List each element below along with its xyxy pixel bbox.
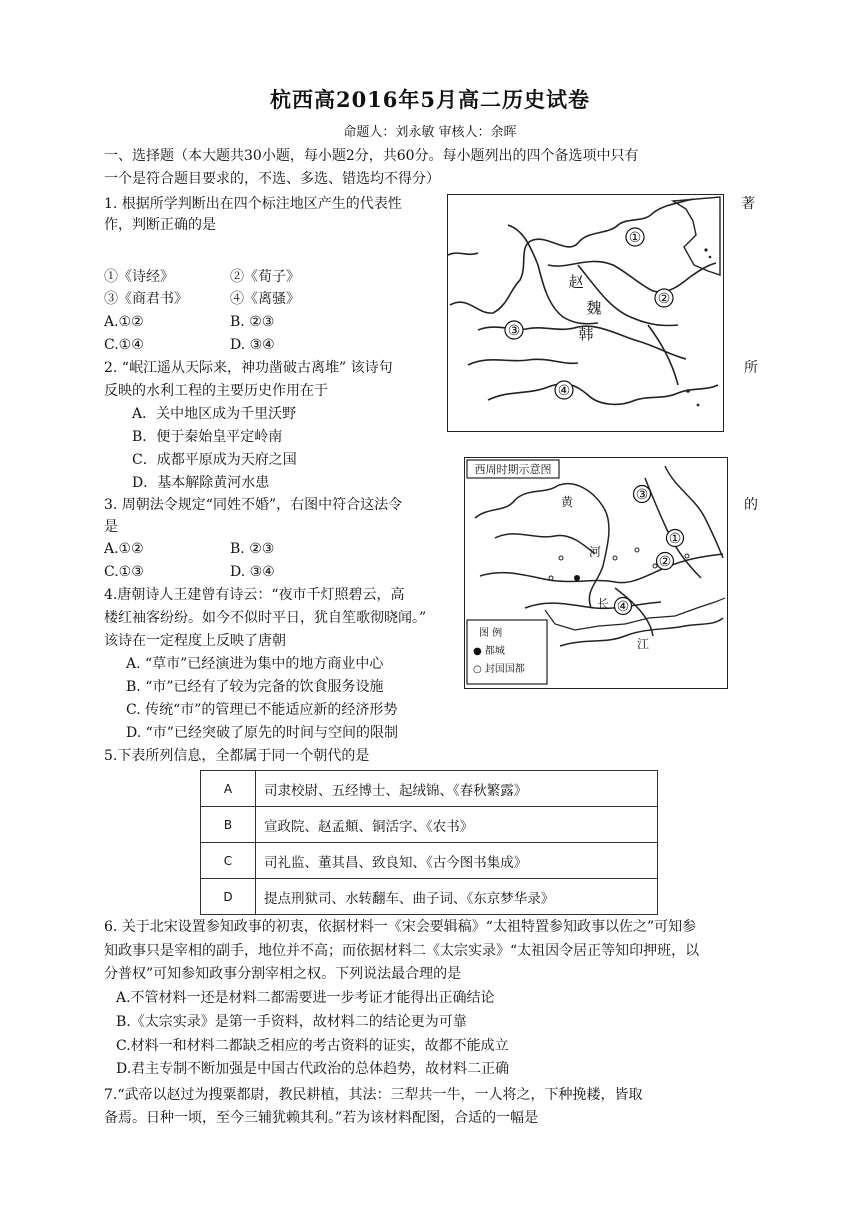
map2-marker-2: ② <box>658 554 672 570</box>
map1-marker-1: ① <box>628 230 642 246</box>
q2-stem-tail: 所 <box>744 360 758 376</box>
map2-marker-1: ① <box>668 531 682 547</box>
q3-choice-c: C.①③ <box>104 564 144 580</box>
q5-row-key: B <box>201 807 256 843</box>
map2-label-huang: 黄 <box>560 495 574 509</box>
q1-option-4: ④《离骚》 <box>230 291 300 307</box>
q1-stem-b: 作，判断正确的是 <box>104 217 216 233</box>
map2-legend-fief: ○ 封国国都 <box>473 664 525 675</box>
q1-option-1: ①《诗经》 <box>104 269 174 285</box>
q1-choice-d: D. ③④ <box>230 337 275 353</box>
q6-choice-a: A.不管材料一还是材料二都需要进一步考证才能得出正确结论 <box>116 990 495 1006</box>
q2-choice-b: B．便于秦始皇平定岭南 <box>132 429 283 445</box>
q3-stem-a: 3. 周朝法令规定“同姓不婚”，右图中符合这法令 <box>104 497 403 513</box>
section-intro-line1: 一、选择题（本大题共30小题，每小题2分，共60分。每小题列出的四个备选项中只有 <box>104 148 639 164</box>
q5-row-key: A <box>201 771 256 807</box>
q1-option-2: ②《荀子》 <box>230 269 300 285</box>
exam-authors: 命题人：刘永敏 审核人：余晖 <box>343 125 517 140</box>
q1-choice-b: B. ②③ <box>230 314 275 330</box>
map2-legend-title: 图 例 <box>479 628 503 639</box>
q4-stem-c: 该诗在一定程度上反映了唐朝 <box>104 633 286 649</box>
map2-legend-capital: ● 都城 <box>473 646 505 657</box>
western-zhou-map-drawing <box>465 458 727 688</box>
map1-label-zhao: 赵 <box>568 273 584 291</box>
map2-marker-3: ③ <box>635 487 649 503</box>
q3-stem-b: 是 <box>104 519 118 535</box>
map2-marker-4: ④ <box>616 599 630 615</box>
q6-choice-d: D.君主专制不断加强是中国古代政治的总体趋势，故材料二正确 <box>116 1061 510 1077</box>
q1-choice-c: C.①④ <box>104 337 144 353</box>
section-intro-line2: 一个是符合题目要求的，不选、多选、错选均不得分） <box>104 171 440 187</box>
q3-choice-b: B. ②③ <box>230 541 275 557</box>
map2-title: 西周时期示意图 <box>474 463 552 476</box>
q2-stem-a: 2. “岷江遥从天际来，神功凿破古离堆” 该诗句 <box>104 360 393 376</box>
q7-line1: 7.“武帝以赵过为搜粟都尉，教民耕植，其法：三犁共一牛，一人将之，下种挽耧，皆取 <box>104 1087 643 1103</box>
q5-row-key: C <box>201 843 256 879</box>
q1-option-3: ③《商君书》 <box>104 291 188 307</box>
q5-stem: 5.下表所列信息，全都属于同一个朝代的是 <box>104 748 370 764</box>
exam-title: 杭西高2016年5月高二历史试卷 <box>269 87 591 112</box>
q2-stem-b: 反映的水利工程的主要历史作用在于 <box>104 383 328 399</box>
q3-stem-tail: 的 <box>744 497 758 513</box>
map2-label-jiang: 江 <box>636 637 650 651</box>
q6-line1: 6. 关于北宋设置参知政事的初衷，依据材料一《宋会要辑稿》“太祖特置参知政事以佐之”可知参 <box>104 919 697 935</box>
q4-choice-b: B. “市”已经有了较为完备的饮食服务设施 <box>126 679 384 695</box>
q3-choice-a: A.①② <box>104 541 144 557</box>
warring-states-map-drawing <box>448 195 723 431</box>
q3-choice-d: D. ③④ <box>230 564 275 580</box>
q2-choice-d: D．基本解除黄河水患 <box>132 475 270 491</box>
q7-line2: 备焉。日种一顷，至今三辅犹赖其利。”若为该材料配图，合适的一幅是 <box>104 1110 539 1126</box>
q5-row-text: 司礼监、董其昌、致良知、《古今图书集成》 <box>256 843 658 879</box>
map1-marker-3: ③ <box>507 323 521 339</box>
q2-choice-c: C．成都平原成为天府之国 <box>132 452 297 468</box>
q4-choice-d: D. “市”已经突破了原先的时间与空间的限制 <box>126 725 398 741</box>
q1-choice-a: A.①② <box>104 314 144 330</box>
q6-line2: 知政事只是宰相的副手，地位并不高；而依据材料二《太宗实录》“太祖因令居正等知印押班，以 <box>104 943 700 959</box>
q6-choice-c: C.材料一和材料二都缺乏相应的考古资料的证实，故都不能成立 <box>116 1038 509 1054</box>
q5-table <box>200 770 658 915</box>
map2-label-chang: 长 <box>596 597 610 611</box>
q5-row-key: D <box>201 879 256 915</box>
q1-stem-a: 1. 根据所学判断出在四个标注地区产生的代表性 <box>104 196 402 212</box>
q2-choice-a: A．关中地区成为千里沃野 <box>132 406 297 422</box>
table-row <box>201 879 658 915</box>
map1-label-han: 韩 <box>578 325 594 343</box>
map1-marker-4: ④ <box>557 383 571 399</box>
q6-line3: 分普权”可知参知政事分割宰相之权。下列说法最合理的是 <box>104 966 462 982</box>
warring-states-map <box>447 194 724 432</box>
q4-stem-b: 楼红袖客纷纷。如今不似时平日，犹自笙歌彻晓闻。” <box>104 610 427 626</box>
q1-stem-tail: 著 <box>741 196 755 212</box>
q4-choice-a: A. “草市”已经演进为集中的地方商业中心 <box>126 656 384 672</box>
map1-marker-2: ② <box>657 291 671 307</box>
q4-choice-c: C. 传统“市”的管理已不能适应新的经济形势 <box>126 702 398 718</box>
table-row <box>201 771 658 807</box>
q5-row-text: 提点刑狱司、水转翻车、曲子词、《东京梦华录》 <box>256 879 658 915</box>
western-zhou-map <box>464 457 728 689</box>
q4-stem-a: 4.唐朝诗人王建曾有诗云：“夜市千灯照碧云，高 <box>104 587 405 603</box>
map2-label-he: 河 <box>588 545 602 559</box>
table-row <box>201 807 658 843</box>
q5-row-text: 宣政院、赵孟頫、铜活字、《农书》 <box>256 807 658 843</box>
table-row <box>201 843 658 879</box>
map1-label-wei: 魏 <box>586 299 602 317</box>
q6-choice-b: B.《太宗实录》是第一手资料，故材料二的结论更为可靠 <box>116 1014 467 1030</box>
q5-row-text: 司隶校尉、五经博士、起绒锦、《春秋繁露》 <box>256 771 658 807</box>
